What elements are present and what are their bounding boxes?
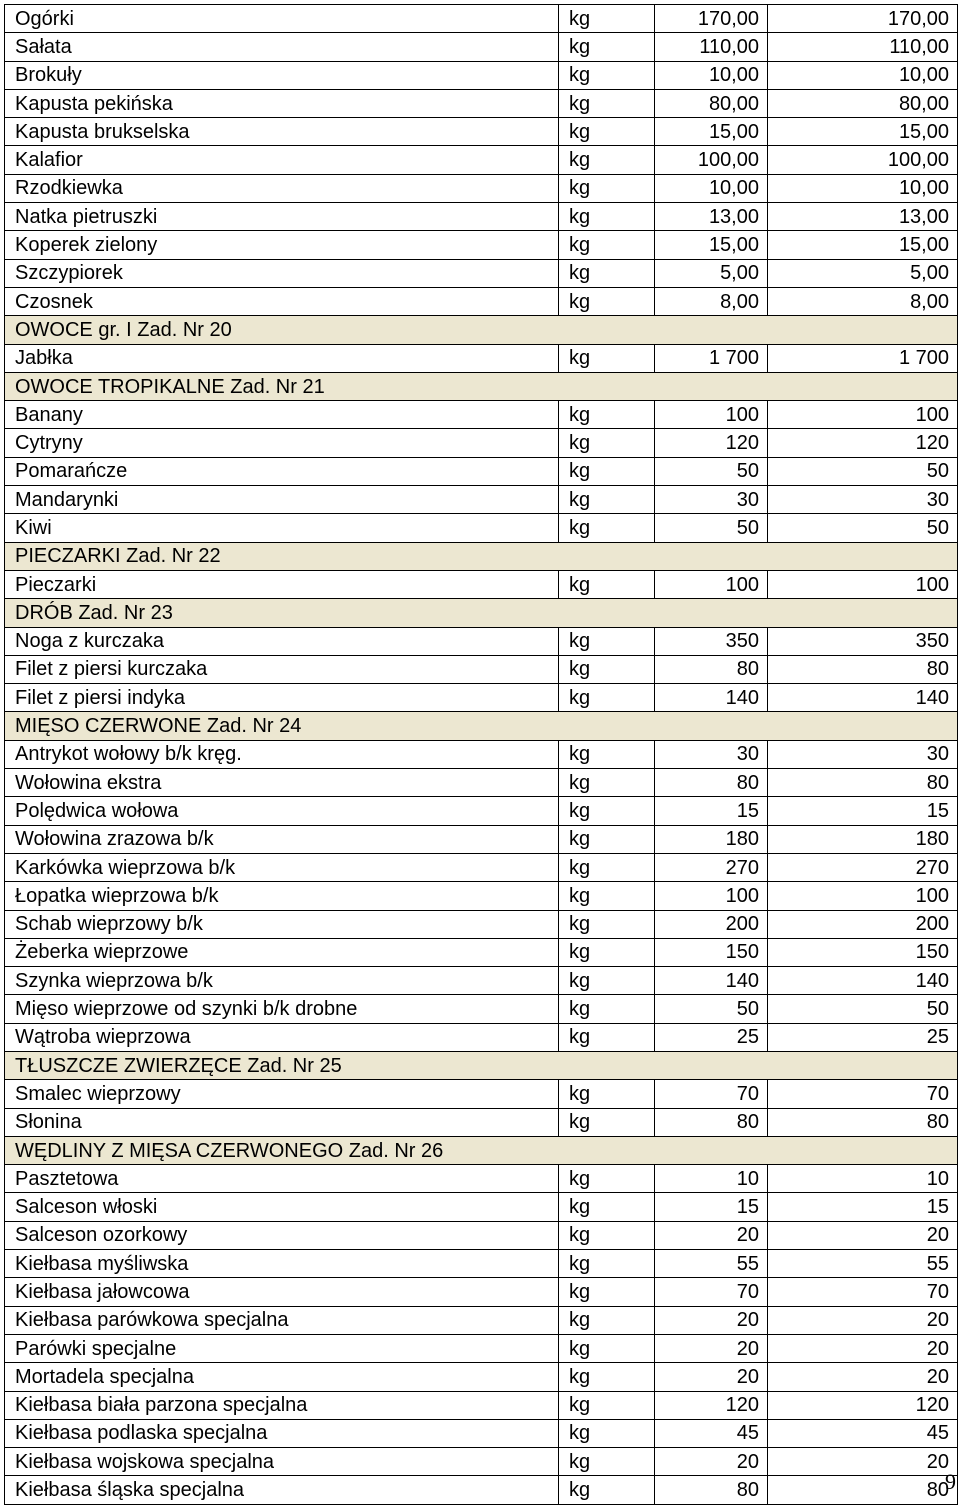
item-unit: kg [559, 853, 655, 881]
table-row [5, 287, 958, 315]
item-name: Mięso wieprzowe od szynki b/k drobne [5, 995, 559, 1023]
item-quantity-total: 50 [768, 514, 958, 542]
item-quantity: 50 [655, 457, 768, 485]
item-name: Filet z piersi kurczaka [5, 655, 559, 683]
item-quantity-total: 1 700 [768, 344, 958, 372]
item-unit: kg [559, 89, 655, 117]
table-row [5, 1193, 958, 1221]
item-quantity-total: 120 [768, 1391, 958, 1419]
item-quantity: 50 [655, 995, 768, 1023]
item-name: Kiełbasa jałowcowa [5, 1278, 559, 1306]
table-row [5, 1476, 958, 1504]
table-row [5, 514, 958, 542]
table-row [5, 1080, 958, 1108]
item-quantity-total: 270 [768, 853, 958, 881]
item-quantity: 100 [655, 401, 768, 429]
item-quantity: 50 [655, 514, 768, 542]
table-row [5, 203, 958, 231]
section-header-row [5, 1136, 958, 1164]
item-quantity: 10,00 [655, 174, 768, 202]
table-row [5, 797, 958, 825]
item-quantity-total: 140 [768, 684, 958, 712]
item-unit: kg [559, 1193, 655, 1221]
table-row [5, 655, 958, 683]
item-quantity: 100 [655, 882, 768, 910]
item-name: Brokuły [5, 61, 559, 89]
product-table-body [5, 5, 958, 1505]
table-row [5, 967, 958, 995]
table-row [5, 259, 958, 287]
item-quantity-total: 100,00 [768, 146, 958, 174]
table-row [5, 33, 958, 61]
table-row [5, 429, 958, 457]
item-unit: kg [559, 938, 655, 966]
table-row [5, 1278, 958, 1306]
item-quantity: 8,00 [655, 287, 768, 315]
item-name: Smalec wieprzowy [5, 1080, 559, 1108]
item-name: Salceson włoski [5, 1193, 559, 1221]
table-row [5, 1334, 958, 1362]
item-unit: kg [559, 514, 655, 542]
item-unit: kg [559, 1476, 655, 1504]
item-quantity-total: 80 [768, 1476, 958, 1504]
table-row [5, 1165, 958, 1193]
item-quantity-total: 30 [768, 486, 958, 514]
item-unit: kg [559, 61, 655, 89]
table-row [5, 486, 958, 514]
item-quantity-total: 200 [768, 910, 958, 938]
item-name: Kiełbasa wojskowa specjalna [5, 1448, 559, 1476]
item-name: Ogórki [5, 5, 559, 33]
item-quantity: 70 [655, 1080, 768, 1108]
item-name: Słonina [5, 1108, 559, 1136]
item-quantity: 10,00 [655, 61, 768, 89]
item-quantity: 270 [655, 853, 768, 881]
item-quantity-total: 70 [768, 1278, 958, 1306]
section-title: TŁUSZCZE ZWIERZĘCE Zad. Nr 25 [5, 1051, 958, 1079]
item-quantity-total: 50 [768, 995, 958, 1023]
section-header-row [5, 599, 958, 627]
item-quantity-total: 15,00 [768, 118, 958, 146]
item-unit: kg [559, 882, 655, 910]
item-quantity: 10 [655, 1165, 768, 1193]
item-quantity-total: 20 [768, 1221, 958, 1249]
table-row [5, 89, 958, 117]
item-quantity: 170,00 [655, 5, 768, 33]
section-header-row [5, 1051, 958, 1079]
table-row [5, 146, 958, 174]
item-quantity-total: 110,00 [768, 33, 958, 61]
table-row [5, 1363, 958, 1391]
item-name: Szynka wieprzowa b/k [5, 967, 559, 995]
item-name: Koperek zielony [5, 231, 559, 259]
item-quantity-total: 30 [768, 740, 958, 768]
item-quantity-total: 25 [768, 1023, 958, 1051]
item-quantity: 1 700 [655, 344, 768, 372]
item-unit: kg [559, 1108, 655, 1136]
item-unit: kg [559, 995, 655, 1023]
item-name: Filet z piersi indyka [5, 684, 559, 712]
item-quantity-total: 350 [768, 627, 958, 655]
item-unit: kg [559, 33, 655, 61]
section-header-row [5, 712, 958, 740]
item-name: Jabłka [5, 344, 559, 372]
item-name: Karkówka wieprzowa b/k [5, 853, 559, 881]
item-unit: kg [559, 1306, 655, 1334]
table-row [5, 627, 958, 655]
item-unit: kg [559, 769, 655, 797]
section-title: PIECZARKI Zad. Nr 22 [5, 542, 958, 570]
section-header-row [5, 542, 958, 570]
item-name: Wołowina ekstra [5, 769, 559, 797]
item-quantity-total: 80,00 [768, 89, 958, 117]
item-quantity: 15 [655, 797, 768, 825]
item-quantity: 15,00 [655, 231, 768, 259]
item-quantity: 80 [655, 1108, 768, 1136]
item-name: Szczypiorek [5, 259, 559, 287]
item-quantity-total: 20 [768, 1306, 958, 1334]
item-unit: kg [559, 1363, 655, 1391]
item-unit: kg [559, 203, 655, 231]
item-unit: kg [559, 1165, 655, 1193]
item-quantity-total: 20 [768, 1363, 958, 1391]
item-unit: kg [559, 259, 655, 287]
table-row [5, 344, 958, 372]
item-name: Kiełbasa biała parzona specjalna [5, 1391, 559, 1419]
section-title: WĘDLINY Z MIĘSA CZERWONEGO Zad. Nr 26 [5, 1136, 958, 1164]
table-row [5, 910, 958, 938]
item-name: Cytryny [5, 429, 559, 457]
item-name: Parówki specjalne [5, 1334, 559, 1362]
item-quantity-total: 55 [768, 1250, 958, 1278]
section-title: OWOCE gr. I Zad. Nr 20 [5, 316, 958, 344]
item-unit: kg [559, 1334, 655, 1362]
table-row [5, 61, 958, 89]
table-row [5, 1250, 958, 1278]
item-quantity-total: 20 [768, 1448, 958, 1476]
item-unit: kg [559, 118, 655, 146]
item-name: Polędwica wołowa [5, 797, 559, 825]
table-row [5, 1419, 958, 1447]
item-name: Pomarańcze [5, 457, 559, 485]
item-name: Kiełbasa podlaska specjalna [5, 1419, 559, 1447]
item-name: Mandarynki [5, 486, 559, 514]
item-quantity-total: 120 [768, 429, 958, 457]
item-name: Natka pietruszki [5, 203, 559, 231]
item-quantity: 15 [655, 1193, 768, 1221]
table-row [5, 457, 958, 485]
item-quantity: 15,00 [655, 118, 768, 146]
item-name: Sałata [5, 33, 559, 61]
item-unit: kg [559, 231, 655, 259]
item-quantity: 80 [655, 655, 768, 683]
item-quantity: 80 [655, 1476, 768, 1504]
item-unit: kg [559, 146, 655, 174]
item-quantity: 20 [655, 1363, 768, 1391]
item-unit: kg [559, 910, 655, 938]
item-unit: kg [559, 1250, 655, 1278]
item-name: Kiełbasa myśliwska [5, 1250, 559, 1278]
item-unit: kg [559, 287, 655, 315]
item-quantity: 20 [655, 1334, 768, 1362]
item-name: Rzodkiewka [5, 174, 559, 202]
table-row [5, 769, 958, 797]
item-unit: kg [559, 1221, 655, 1249]
item-quantity-total: 80 [768, 1108, 958, 1136]
item-quantity: 80,00 [655, 89, 768, 117]
item-quantity: 45 [655, 1419, 768, 1447]
item-quantity-total: 10,00 [768, 61, 958, 89]
item-unit: kg [559, 1419, 655, 1447]
table-row [5, 174, 958, 202]
item-name: Kalafior [5, 146, 559, 174]
table-row [5, 401, 958, 429]
item-quantity: 120 [655, 429, 768, 457]
table-row [5, 231, 958, 259]
item-quantity: 20 [655, 1306, 768, 1334]
item-unit: kg [559, 627, 655, 655]
item-unit: kg [559, 1080, 655, 1108]
section-title: DRÓB Zad. Nr 23 [5, 599, 958, 627]
item-unit: kg [559, 401, 655, 429]
table-row [5, 1391, 958, 1419]
table-row [5, 1448, 958, 1476]
item-unit: kg [559, 1023, 655, 1051]
item-name: Wołowina zrazowa b/k [5, 825, 559, 853]
item-quantity-total: 50 [768, 457, 958, 485]
item-quantity: 140 [655, 684, 768, 712]
item-unit: kg [559, 825, 655, 853]
item-name: Kiełbasa parówkowa specjalna [5, 1306, 559, 1334]
item-name: Żeberka wieprzowe [5, 938, 559, 966]
item-quantity-total: 140 [768, 967, 958, 995]
item-quantity: 200 [655, 910, 768, 938]
item-unit: kg [559, 344, 655, 372]
item-quantity-total: 8,00 [768, 287, 958, 315]
item-name: Łopatka wieprzowa b/k [5, 882, 559, 910]
item-quantity-total: 180 [768, 825, 958, 853]
item-quantity-total: 80 [768, 655, 958, 683]
item-quantity: 20 [655, 1221, 768, 1249]
item-name: Czosnek [5, 287, 559, 315]
item-quantity-total: 80 [768, 769, 958, 797]
item-unit: kg [559, 1448, 655, 1476]
item-quantity: 110,00 [655, 33, 768, 61]
item-unit: kg [559, 486, 655, 514]
item-unit: kg [559, 740, 655, 768]
item-quantity: 150 [655, 938, 768, 966]
item-unit: kg [559, 174, 655, 202]
section-header-row [5, 316, 958, 344]
table-row [5, 995, 958, 1023]
item-quantity: 140 [655, 967, 768, 995]
item-name: Noga z kurczaka [5, 627, 559, 655]
item-unit: kg [559, 457, 655, 485]
item-quantity: 350 [655, 627, 768, 655]
product-table [4, 4, 958, 1505]
item-unit: kg [559, 967, 655, 995]
item-unit: kg [559, 429, 655, 457]
section-header-row [5, 372, 958, 400]
item-quantity-total: 5,00 [768, 259, 958, 287]
item-quantity: 100 [655, 570, 768, 598]
item-name: Kiwi [5, 514, 559, 542]
table-row [5, 1108, 958, 1136]
item-quantity: 55 [655, 1250, 768, 1278]
item-quantity-total: 20 [768, 1334, 958, 1362]
table-row [5, 1221, 958, 1249]
item-quantity-total: 100 [768, 882, 958, 910]
page-number: 9 [945, 1469, 956, 1494]
item-quantity: 20 [655, 1448, 768, 1476]
item-unit: kg [559, 655, 655, 683]
table-row [5, 853, 958, 881]
item-quantity: 30 [655, 486, 768, 514]
item-unit: kg [559, 570, 655, 598]
item-quantity-total: 10 [768, 1165, 958, 1193]
item-name: Wątroba wieprzowa [5, 1023, 559, 1051]
table-row [5, 5, 958, 33]
item-name: Pasztetowa [5, 1165, 559, 1193]
item-name: Kapusta pekińska [5, 89, 559, 117]
item-quantity: 70 [655, 1278, 768, 1306]
item-name: Schab wieprzowy b/k [5, 910, 559, 938]
item-quantity-total: 45 [768, 1419, 958, 1447]
item-name: Kapusta brukselska [5, 118, 559, 146]
item-quantity-total: 15,00 [768, 231, 958, 259]
item-quantity-total: 15 [768, 1193, 958, 1221]
item-quantity-total: 15 [768, 797, 958, 825]
item-quantity-total: 100 [768, 570, 958, 598]
item-name: Mortadela specjalna [5, 1363, 559, 1391]
item-quantity: 25 [655, 1023, 768, 1051]
section-title: OWOCE TROPIKALNE Zad. Nr 21 [5, 372, 958, 400]
item-quantity: 180 [655, 825, 768, 853]
item-unit: kg [559, 1278, 655, 1306]
table-row [5, 1306, 958, 1334]
item-unit: kg [559, 797, 655, 825]
item-name: Kiełbasa śląska specjalna [5, 1476, 559, 1504]
item-quantity-total: 150 [768, 938, 958, 966]
item-quantity: 13,00 [655, 203, 768, 231]
item-quantity: 30 [655, 740, 768, 768]
item-quantity: 100,00 [655, 146, 768, 174]
item-unit: kg [559, 684, 655, 712]
item-quantity: 80 [655, 769, 768, 797]
item-name: Antrykot wołowy b/k kręg. [5, 740, 559, 768]
item-name: Salceson ozorkowy [5, 1221, 559, 1249]
table-row [5, 1023, 958, 1051]
item-unit: kg [559, 5, 655, 33]
item-quantity-total: 170,00 [768, 5, 958, 33]
table-row [5, 684, 958, 712]
table-row [5, 570, 958, 598]
table-row [5, 825, 958, 853]
table-row [5, 118, 958, 146]
item-quantity: 120 [655, 1391, 768, 1419]
item-name: Pieczarki [5, 570, 559, 598]
item-unit: kg [559, 1391, 655, 1419]
item-quantity-total: 70 [768, 1080, 958, 1108]
item-quantity-total: 13,00 [768, 203, 958, 231]
table-row [5, 882, 958, 910]
item-quantity-total: 10,00 [768, 174, 958, 202]
table-row [5, 938, 958, 966]
section-title: MIĘSO CZERWONE Zad. Nr 24 [5, 712, 958, 740]
item-quantity-total: 100 [768, 401, 958, 429]
table-row [5, 740, 958, 768]
item-quantity: 5,00 [655, 259, 768, 287]
item-name: Banany [5, 401, 559, 429]
